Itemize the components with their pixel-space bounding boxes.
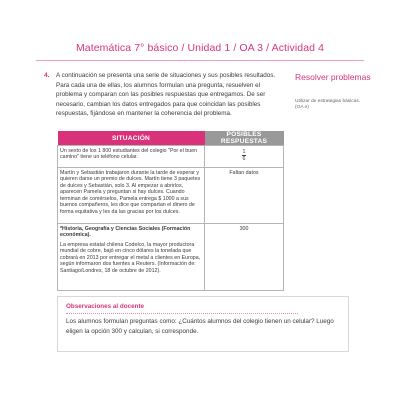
column-header-answers: POSIBLES RESPUESTAS	[205, 131, 284, 146]
table-row	[58, 168, 284, 224]
situation-cell	[58, 146, 205, 168]
situation-text: La empresa estatal chilena Codelco, la mayor productora mundial de cobre, bajó en cinco dólares la tonelada que cobrará en 2013 por entregar el metal a clientes en Europa, según informaron dos fuentes a Reuters. (Información de: Santiago/Londres, 18 de octubre de 2012).	[60, 241, 201, 274]
answer-text: Faltan datos	[229, 169, 259, 176]
answer-fraction	[242, 149, 247, 162]
situation-text: Martín y Sebastián trabajaron durante la tarde de esperar y quieren darse un premio de dulces. Martín tiene 3 paquetes de dulces y Sebastián, solo 3. Al empezar a abrirlos, aparecen Pamela y preguntan si hay dulces. Cuando terminan de comérselos, Pamela entrega $ 1000 a sus buenos compañeros, les dice que compartan el dinero de forma equitativa y les da las gracias por los dulces.	[60, 169, 201, 215]
answer-cell	[205, 224, 284, 291]
situation-cell	[58, 168, 205, 224]
answer-cell	[205, 168, 284, 224]
activity-instructions: A continuación se presenta una serie de situaciones y sus posibles resultados. Para cada una de ellas, los alumnos formulan una pregunta, resuelven el problema y comparan con las posibles respuestas que entregamos. De ser necesario, cambian los datos entregados para que coincidan las posibles respuestas, fijándose en mantener la coherencia del problema.	[56, 72, 276, 117]
teacher-observations-box	[57, 296, 349, 352]
table-header-row	[58, 131, 284, 146]
situation-cell	[58, 224, 205, 291]
situation-subject-title: *Historia, Geografía y Ciencias Sociales (Formación económica).	[60, 225, 191, 238]
sidebar-skill-subtitle: Utilizar de estrategias básicas. (OA e)	[295, 99, 361, 111]
header-divider	[36, 60, 364, 61]
column-header-situation: SITUACIÓN	[58, 131, 205, 146]
situations-table	[57, 131, 284, 291]
answer-text: 300	[239, 225, 249, 232]
page-header-title: Matemática 7° básico / Unidad 1 / OA 3 / Actividad 4	[75, 42, 325, 54]
fraction-numerator: 1	[242, 148, 246, 155]
fraction-denominator: 6	[242, 155, 246, 162]
table-row	[58, 224, 284, 291]
activity-number: 4.	[44, 72, 50, 79]
observations-divider	[66, 313, 298, 314]
answer-cell	[205, 146, 284, 168]
observations-text: Los alumnos formulan preguntas como: ¿Cuántos alumnos del colegio tienen un celular? Luego eligen la opción 300 y calculan, si corresponde.	[66, 318, 334, 335]
observations-title: Observaciones al docente	[66, 303, 145, 310]
situation-text: Un sexto de los 1 800 estudiantes del colegio "Por el buen camino" tiene un teléfono celular.	[60, 147, 198, 160]
sidebar-skill-title: Resolver problemas	[295, 72, 371, 82]
table-row	[58, 146, 284, 168]
